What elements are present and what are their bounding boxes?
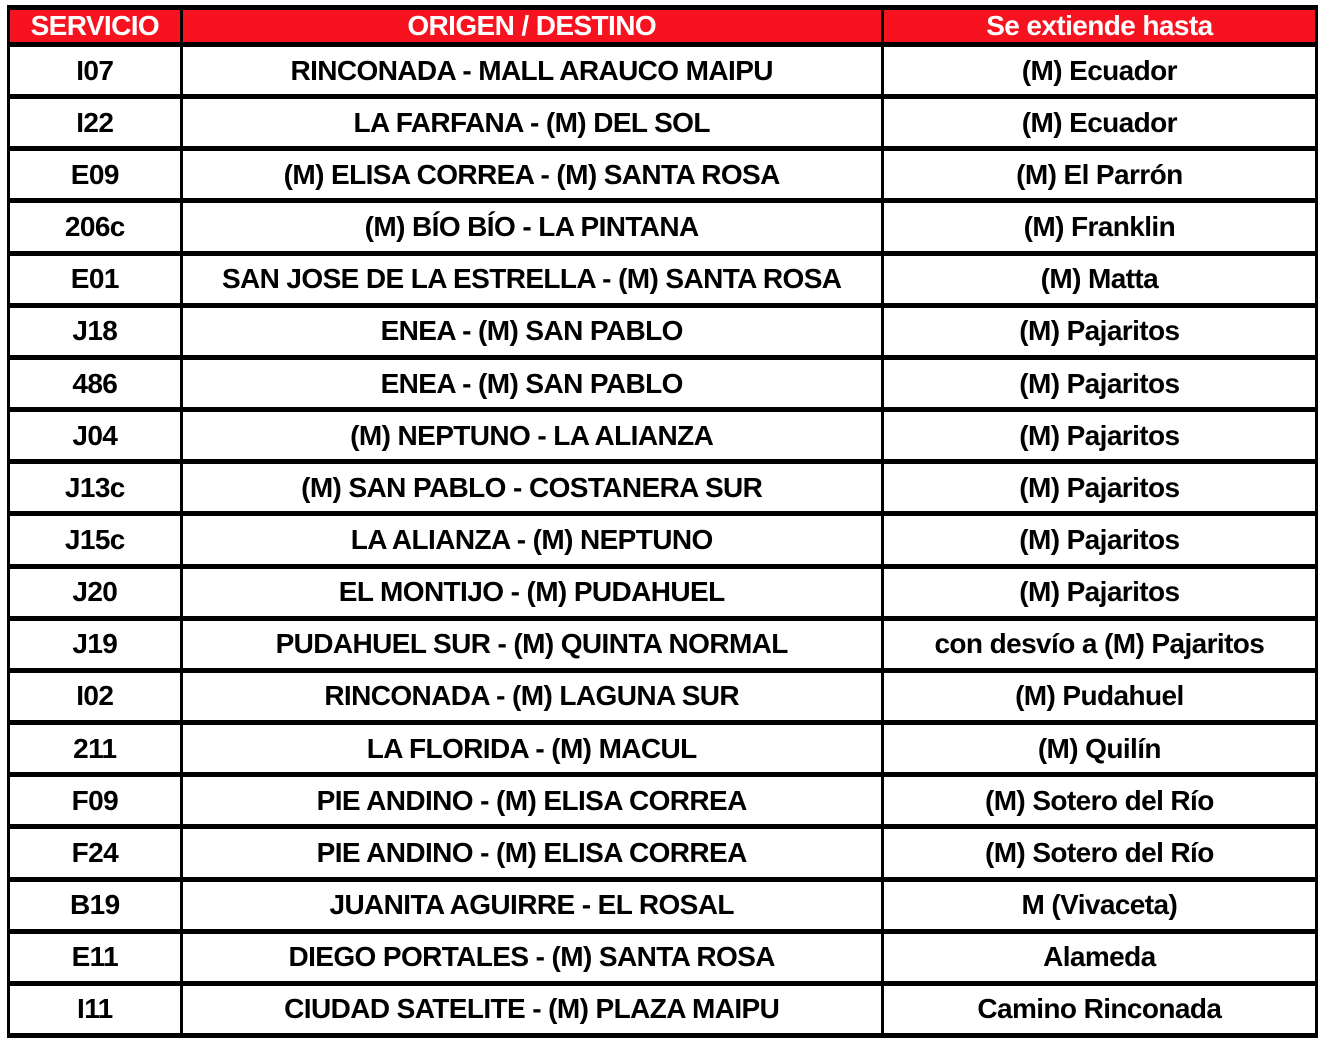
table-header — [9, 8, 1317, 45]
cell-servicio: 486 — [9, 357, 182, 409]
cell-se-extiende-hasta: M (Vivaceta) — [882, 879, 1316, 931]
cell-origen-destino: ENEA - (M) SAN PABLO — [181, 305, 882, 357]
table-row — [9, 723, 1317, 775]
cell-se-extiende-hasta: (M) Pajaritos — [882, 410, 1316, 462]
table-row — [9, 97, 1317, 149]
cell-se-extiende-hasta: (M) Pajaritos — [882, 305, 1316, 357]
cell-origen-destino: LA ALIANZA - (M) NEPTUNO — [181, 514, 882, 566]
table-row — [9, 566, 1317, 618]
cell-origen-destino: SAN JOSE DE LA ESTRELLA - (M) SANTA ROSA — [181, 253, 882, 305]
table-row — [9, 618, 1317, 670]
cell-servicio: 206c — [9, 201, 182, 253]
cell-servicio: I22 — [9, 97, 182, 149]
cell-origen-destino: RINCONADA - MALL ARAUCO MAIPU — [181, 45, 882, 97]
cell-origen-destino: (M) NEPTUNO - LA ALIANZA — [181, 410, 882, 462]
cell-se-extiende-hasta: (M) Pajaritos — [882, 462, 1316, 514]
cell-servicio: F24 — [9, 827, 182, 879]
cell-servicio: J13c — [9, 462, 182, 514]
cell-origen-destino: ENEA - (M) SAN PABLO — [181, 357, 882, 409]
cell-se-extiende-hasta: (M) Pudahuel — [882, 670, 1316, 722]
cell-se-extiende-hasta: (M) Ecuador — [882, 97, 1316, 149]
table-row — [9, 879, 1317, 931]
cell-se-extiende-hasta: (M) Franklin — [882, 201, 1316, 253]
cell-origen-destino: LA FARFANA - (M) DEL SOL — [181, 97, 882, 149]
table-row — [9, 45, 1317, 97]
table-row — [9, 410, 1317, 462]
services-table — [7, 5, 1318, 1038]
cell-se-extiende-hasta: Camino Rinconada — [882, 983, 1316, 1035]
cell-se-extiende-hasta: (M) Pajaritos — [882, 357, 1316, 409]
table-row — [9, 149, 1317, 201]
table-row — [9, 462, 1317, 514]
cell-se-extiende-hasta: (M) El Parrón — [882, 149, 1316, 201]
cell-origen-destino: (M) BÍO BÍO - LA PINTANA — [181, 201, 882, 253]
cell-origen-destino: PIE ANDINO - (M) ELISA CORREA — [181, 775, 882, 827]
table-row — [9, 775, 1317, 827]
table-row — [9, 305, 1317, 357]
cell-servicio: E11 — [9, 931, 182, 983]
table-row — [9, 827, 1317, 879]
header-row — [9, 8, 1317, 45]
cell-servicio: I02 — [9, 670, 182, 722]
cell-servicio: J18 — [9, 305, 182, 357]
cell-origen-destino: JUANITA AGUIRRE - EL ROSAL — [181, 879, 882, 931]
table-row — [9, 931, 1317, 983]
cell-origen-destino: (M) ELISA CORREA - (M) SANTA ROSA — [181, 149, 882, 201]
table-row — [9, 514, 1317, 566]
cell-origen-destino: RINCONADA - (M) LAGUNA SUR — [181, 670, 882, 722]
cell-origen-destino: PUDAHUEL SUR - (M) QUINTA NORMAL — [181, 618, 882, 670]
cell-origen-destino: PIE ANDINO - (M) ELISA CORREA — [181, 827, 882, 879]
cell-origen-destino: DIEGO PORTALES - (M) SANTA ROSA — [181, 931, 882, 983]
table-row — [9, 670, 1317, 722]
cell-se-extiende-hasta: (M) Sotero del Río — [882, 775, 1316, 827]
cell-se-extiende-hasta: Alameda — [882, 931, 1316, 983]
column-header-servicio: SERVICIO — [9, 8, 182, 45]
table-body — [9, 45, 1317, 1036]
cell-se-extiende-hasta: con desvío a (M) Pajaritos — [882, 618, 1316, 670]
table-row — [9, 983, 1317, 1035]
cell-servicio: I11 — [9, 983, 182, 1035]
cell-servicio: 211 — [9, 723, 182, 775]
cell-se-extiende-hasta: (M) Quilín — [882, 723, 1316, 775]
cell-servicio: E01 — [9, 253, 182, 305]
cell-servicio: F09 — [9, 775, 182, 827]
cell-servicio: E09 — [9, 149, 182, 201]
cell-origen-destino: LA FLORIDA - (M) MACUL — [181, 723, 882, 775]
cell-servicio: J19 — [9, 618, 182, 670]
cell-se-extiende-hasta: (M) Matta — [882, 253, 1316, 305]
cell-servicio: B19 — [9, 879, 182, 931]
cell-servicio: J15c — [9, 514, 182, 566]
cell-se-extiende-hasta: (M) Sotero del Río — [882, 827, 1316, 879]
cell-servicio: J04 — [9, 410, 182, 462]
column-header-origen-destino: ORIGEN / DESTINO — [181, 8, 882, 45]
cell-se-extiende-hasta: (M) Pajaritos — [882, 566, 1316, 618]
cell-se-extiende-hasta: (M) Ecuador — [882, 45, 1316, 97]
table-row — [9, 357, 1317, 409]
cell-servicio: I07 — [9, 45, 182, 97]
cell-origen-destino: (M) SAN PABLO - COSTANERA SUR — [181, 462, 882, 514]
cell-origen-destino: EL MONTIJO - (M) PUDAHUEL — [181, 566, 882, 618]
cell-servicio: J20 — [9, 566, 182, 618]
cell-se-extiende-hasta: (M) Pajaritos — [882, 514, 1316, 566]
column-header-se-extiende-hasta: Se extiende hasta — [882, 8, 1316, 45]
cell-origen-destino: CIUDAD SATELITE - (M) PLAZA MAIPU — [181, 983, 882, 1035]
table-row — [9, 253, 1317, 305]
table-row — [9, 201, 1317, 253]
